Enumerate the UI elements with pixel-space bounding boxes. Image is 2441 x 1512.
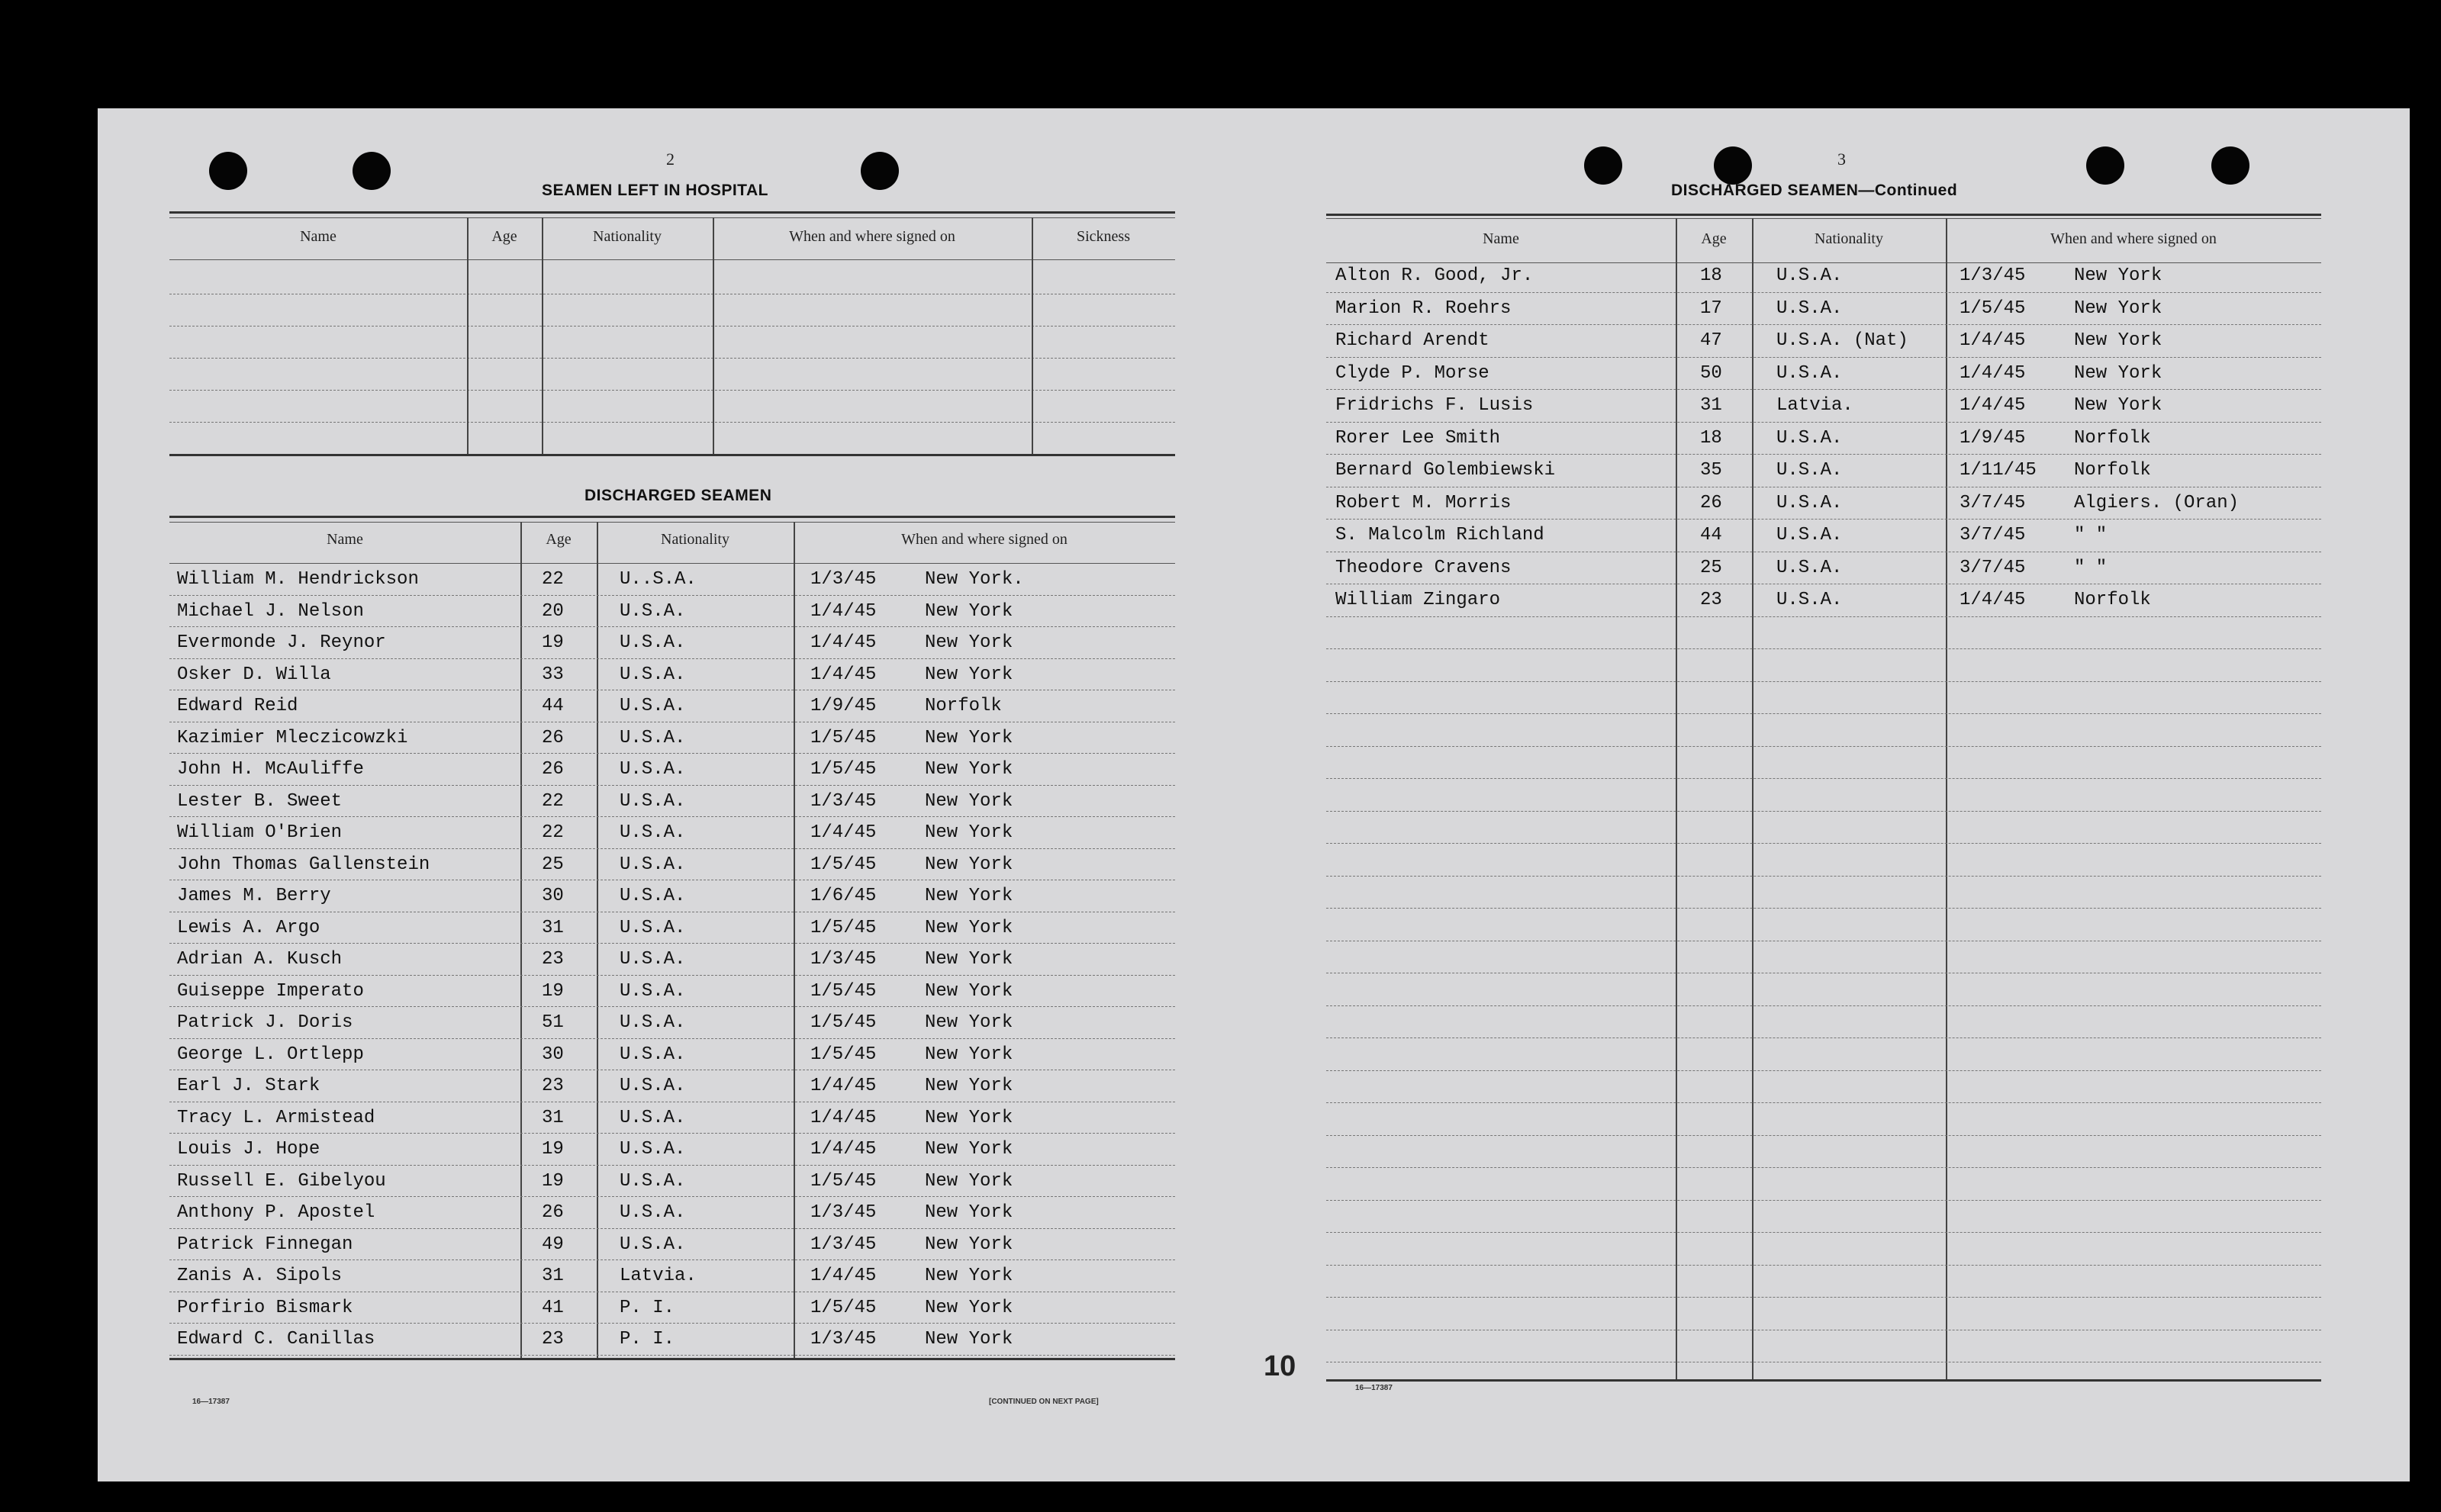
- seaman-name: Porfirio Bismark: [177, 1297, 353, 1318]
- seaman-age: 19: [542, 980, 564, 1002]
- signed-on-date: 3/7/45: [1960, 525, 2026, 545]
- seaman-name: Adrian A. Kusch: [177, 949, 343, 970]
- signed-on-place: New York: [925, 1076, 1013, 1096]
- col-header-signed-on: When and where signed on: [2050, 230, 2217, 247]
- seaman-nationality: U.S.A.: [620, 917, 686, 938]
- signed-on-date: 1/4/45: [810, 822, 877, 843]
- seaman-nationality: U..S.A.: [620, 569, 697, 590]
- table-row: [169, 728, 1175, 755]
- signed-on-place: New York: [925, 664, 1013, 685]
- seaman-age: 22: [542, 569, 564, 590]
- seaman-name: Theodore Cravens: [1335, 557, 1512, 578]
- seaman-name: Osker D. Willa: [177, 664, 331, 685]
- signed-on-date: 1/3/45: [810, 1234, 877, 1255]
- signed-on-place: New York: [925, 822, 1013, 843]
- signed-on-date: 1/5/45: [810, 1297, 877, 1318]
- signed-on-place: New York: [925, 980, 1013, 1002]
- table-row: [1326, 525, 2321, 553]
- table-row: [169, 949, 1175, 976]
- seaman-name: Evermonde J. Reynor: [177, 632, 386, 653]
- seaman-name: John Thomas Gallenstein: [177, 854, 430, 875]
- seaman-nationality: U.S.A.: [1776, 557, 1843, 578]
- signed-on-place: New York: [925, 759, 1013, 780]
- signed-on-place: New York: [925, 1297, 1013, 1318]
- signed-on-place: New York: [925, 1266, 1013, 1286]
- seaman-age: 19: [542, 1139, 564, 1160]
- signed-on-date: 1/4/45: [810, 1107, 877, 1128]
- signed-on-date: 1/4/45: [810, 1139, 877, 1160]
- signed-on-place: New York: [925, 1044, 1013, 1065]
- seaman-age: 17: [1700, 298, 1722, 319]
- seaman-nationality: U.S.A.: [620, 980, 686, 1002]
- seaman-age: 31: [542, 1107, 564, 1128]
- table-row: [169, 1202, 1175, 1230]
- seaman-age: 26: [542, 1202, 564, 1223]
- seaman-nationality: U.S.A. (Nat): [1776, 330, 1908, 351]
- seaman-name: Clyde P. Morse: [1335, 362, 1489, 384]
- seaman-name: William Zingaro: [1335, 590, 1501, 610]
- col-header-name: Name: [327, 531, 363, 548]
- seaman-age: 51: [542, 1012, 564, 1033]
- seaman-nationality: Latvia.: [620, 1266, 697, 1286]
- discharged-continued-table: [1326, 214, 2321, 1495]
- seaman-age: 20: [542, 600, 564, 622]
- signed-on-date: 1/11/45: [1960, 460, 2037, 481]
- table-row: [169, 791, 1175, 819]
- signed-on-place: New York: [2074, 362, 2162, 384]
- seaman-name: William O'Brien: [177, 822, 343, 843]
- stamp-number: 10: [1264, 1350, 1296, 1382]
- seaman-nationality: U.S.A.: [1776, 460, 1843, 481]
- seaman-age: 33: [542, 664, 564, 685]
- document-sheet: [98, 108, 2410, 1481]
- seaman-name: Marion R. Roehrs: [1335, 298, 1512, 319]
- table-row: [169, 696, 1175, 723]
- signed-on-date: 1/5/45: [1960, 298, 2026, 319]
- signed-on-place: Norfolk: [2074, 427, 2151, 449]
- punch-hole: [2211, 146, 2249, 185]
- signed-on-date: 1/3/45: [810, 949, 877, 970]
- signed-on-date: 1/5/45: [810, 1170, 877, 1192]
- seaman-name: Edward C. Canillas: [177, 1329, 375, 1350]
- seaman-name: Guiseppe Imperato: [177, 980, 364, 1002]
- seaman-nationality: U.S.A.: [620, 1139, 686, 1160]
- signed-on-date: 1/4/45: [1960, 395, 2026, 416]
- table-row: [169, 822, 1175, 850]
- table-row: [169, 1012, 1175, 1040]
- table-row: [169, 569, 1175, 597]
- signed-on-place: New York: [925, 1329, 1013, 1350]
- signed-on-place: New York: [925, 949, 1013, 970]
- table-row: [169, 981, 1175, 1009]
- signed-on-place: Norfolk: [2074, 460, 2151, 481]
- signed-on-date: 1/5/45: [810, 917, 877, 938]
- seaman-age: 44: [1700, 525, 1722, 545]
- signed-on-place: New York: [925, 600, 1013, 622]
- seaman-nationality: U.S.A.: [620, 1044, 686, 1065]
- discharged-continued-title: DISCHARGED SEAMEN—Continued: [1671, 182, 1958, 199]
- signed-on-place: New York: [925, 854, 1013, 875]
- seaman-name: James M. Berry: [177, 886, 331, 906]
- signed-on-date: 1/5/45: [810, 980, 877, 1002]
- col-header-age: Age: [491, 228, 517, 245]
- table-row: [1326, 330, 2321, 359]
- signed-on-place: " ": [2074, 525, 2108, 545]
- table-row: [1326, 265, 2321, 294]
- signed-on-date: 1/5/45: [810, 759, 877, 780]
- col-header-signed-on: When and where signed on: [901, 531, 1068, 548]
- signed-on-place: New York: [925, 917, 1013, 938]
- seaman-age: 22: [542, 822, 564, 843]
- col-header-name: Name: [300, 228, 337, 245]
- signed-on-date: 1/4/45: [810, 1266, 877, 1286]
- seaman-nationality: U.S.A.: [620, 1202, 686, 1223]
- table-row: [1326, 460, 2321, 488]
- signed-on-place: New York: [2074, 265, 2162, 286]
- seaman-age: 49: [542, 1234, 564, 1255]
- seaman-age: 50: [1700, 362, 1722, 384]
- seaman-name: Kazimier Mleczicowzki: [177, 727, 408, 748]
- seaman-name: S. Malcolm Richland: [1335, 525, 1544, 545]
- signed-on-date: 1/3/45: [810, 1329, 877, 1350]
- seaman-name: John H. McAuliffe: [177, 759, 364, 780]
- seaman-name: Louis J. Hope: [177, 1139, 320, 1160]
- table-row: [1326, 558, 2321, 586]
- signed-on-place: Algiers. (Oran): [2074, 492, 2240, 513]
- signed-on-date: 1/5/45: [810, 854, 877, 875]
- signed-on-place: New York: [925, 790, 1013, 812]
- table-row: [169, 759, 1175, 787]
- form-number: 16—17387: [192, 1398, 230, 1406]
- col-header-age: Age: [546, 531, 572, 548]
- seaman-nationality: U.S.A.: [1776, 590, 1843, 610]
- table-row: [169, 1139, 1175, 1166]
- table-row: [169, 1108, 1175, 1135]
- seaman-age: 23: [1700, 590, 1722, 610]
- table-row: [1326, 395, 2321, 423]
- seaman-nationality: Latvia.: [1776, 395, 1853, 416]
- col-header-signed-on: When and where signed on: [789, 228, 955, 245]
- table-row: [169, 854, 1175, 882]
- table-row: [1326, 428, 2321, 456]
- seaman-name: Lester B. Sweet: [177, 790, 343, 812]
- seaman-nationality: U.S.A.: [620, 727, 686, 748]
- punch-hole: [861, 152, 899, 190]
- seaman-age: 23: [542, 1076, 564, 1096]
- signed-on-place: Norfolk: [2074, 590, 2151, 610]
- table-row: [169, 1044, 1175, 1072]
- table-row: [1326, 590, 2321, 618]
- seaman-nationality: U.S.A.: [1776, 525, 1843, 545]
- seaman-name: Patrick Finnegan: [177, 1234, 353, 1255]
- seaman-name: Earl J. Stark: [177, 1076, 320, 1096]
- seaman-nationality: U.S.A.: [620, 1234, 686, 1255]
- signed-on-place: New York: [925, 1107, 1013, 1128]
- table-row: [169, 601, 1175, 629]
- table-row: [169, 918, 1175, 945]
- signed-on-date: 1/9/45: [1960, 427, 2026, 449]
- signed-on-date: 1/6/45: [810, 886, 877, 906]
- seaman-nationality: U.S.A.: [620, 664, 686, 685]
- table-row: [169, 1076, 1175, 1103]
- seaman-nationality: U.S.A.: [620, 854, 686, 875]
- seaman-name: Russell E. Gibelyou: [177, 1170, 386, 1192]
- signed-on-date: 1/4/45: [810, 664, 877, 685]
- table-row: [1326, 298, 2321, 327]
- col-header-name: Name: [1483, 230, 1519, 247]
- seaman-age: 30: [542, 886, 564, 906]
- col-header-age: Age: [1701, 230, 1727, 247]
- signed-on-place: Norfolk: [925, 696, 1002, 716]
- table-row: [169, 632, 1175, 660]
- page-number-right: 3: [1837, 150, 1846, 169]
- seaman-name: Alton R. Good, Jr.: [1335, 265, 1534, 286]
- form-number: 16—17387: [1355, 1384, 1393, 1392]
- seaman-nationality: U.S.A.: [620, 696, 686, 716]
- signed-on-date: 1/4/45: [1960, 330, 2026, 351]
- continued-note: [CONTINUED ON NEXT PAGE]: [989, 1398, 1099, 1406]
- seaman-age: 19: [542, 632, 564, 653]
- seaman-nationality: U.S.A.: [620, 790, 686, 812]
- seaman-nationality: U.S.A.: [620, 949, 686, 970]
- seaman-age: 18: [1700, 427, 1722, 449]
- signed-on-place: New York: [925, 1012, 1013, 1033]
- signed-on-place: New York: [925, 1234, 1013, 1255]
- seaman-age: 22: [542, 790, 564, 812]
- seaman-nationality: P. I.: [620, 1329, 675, 1350]
- punch-hole: [1714, 146, 1752, 185]
- seaman-nationality: U.S.A.: [620, 1076, 686, 1096]
- signed-on-date: 1/3/45: [810, 1202, 877, 1223]
- signed-on-date: 1/4/45: [810, 632, 877, 653]
- seaman-name: Michael J. Nelson: [177, 600, 364, 622]
- signed-on-date: 1/3/45: [810, 569, 877, 590]
- table-row: [1326, 363, 2321, 391]
- signed-on-date: 1/4/45: [1960, 590, 2026, 610]
- signed-on-date: 1/5/45: [810, 1044, 877, 1065]
- seaman-name: Bernard Golembiewski: [1335, 460, 1556, 481]
- signed-on-place: New York: [925, 727, 1013, 748]
- table-row: [169, 1171, 1175, 1198]
- seaman-age: 26: [542, 759, 564, 780]
- seaman-age: 31: [542, 1266, 564, 1286]
- col-header-nationality: Nationality: [1815, 230, 1883, 247]
- seaman-nationality: U.S.A.: [620, 886, 686, 906]
- table-row: [169, 664, 1175, 692]
- signed-on-date: 1/3/45: [1960, 265, 2026, 286]
- signed-on-place: New York: [2074, 298, 2162, 319]
- signed-on-date: 1/9/45: [810, 696, 877, 716]
- seaman-nationality: U.S.A.: [1776, 427, 1843, 449]
- col-header-sickness: Sickness: [1077, 228, 1130, 245]
- seaman-age: 26: [542, 727, 564, 748]
- seaman-nationality: U.S.A.: [1776, 298, 1843, 319]
- seaman-age: 26: [1700, 492, 1722, 513]
- seaman-age: 19: [542, 1170, 564, 1192]
- seaman-nationality: U.S.A.: [1776, 265, 1843, 286]
- seaman-age: 44: [542, 696, 564, 716]
- seaman-age: 31: [1700, 395, 1722, 416]
- seaman-age: 35: [1700, 460, 1722, 481]
- discharged-section-title: DISCHARGED SEAMEN: [584, 487, 772, 504]
- signed-on-place: " ": [2074, 557, 2108, 578]
- seaman-name: Anthony P. Apostel: [177, 1202, 375, 1223]
- seaman-name: William M. Hendrickson: [177, 569, 419, 590]
- seaman-nationality: U.S.A.: [620, 822, 686, 843]
- page-number-left: 2: [666, 150, 675, 169]
- seaman-age: 18: [1700, 265, 1722, 286]
- signed-on-place: New York: [2074, 395, 2162, 416]
- seaman-age: 41: [542, 1297, 564, 1318]
- punch-hole: [353, 152, 391, 190]
- seaman-age: 25: [542, 854, 564, 875]
- seaman-age: 31: [542, 917, 564, 938]
- signed-on-date: 3/7/45: [1960, 492, 2026, 513]
- seaman-age: 30: [542, 1044, 564, 1065]
- table-row: [1326, 493, 2321, 521]
- seaman-nationality: U.S.A.: [1776, 362, 1843, 384]
- seaman-name: Fridrichs F. Lusis: [1335, 395, 1534, 416]
- seaman-name: Robert M. Morris: [1335, 492, 1512, 513]
- seaman-name: Lewis A. Argo: [177, 917, 320, 938]
- table-row: [169, 886, 1175, 913]
- signed-on-date: 1/4/45: [1960, 362, 2026, 384]
- seaman-nationality: U.S.A.: [620, 759, 686, 780]
- punch-hole: [2086, 146, 2124, 185]
- col-header-nationality: Nationality: [661, 531, 729, 548]
- seaman-name: Zanis A. Sipols: [177, 1266, 343, 1286]
- seaman-name: Patrick J. Doris: [177, 1012, 353, 1033]
- seaman-nationality: U.S.A.: [620, 1107, 686, 1128]
- signed-on-date: 1/5/45: [810, 727, 877, 748]
- table-row: [169, 1329, 1175, 1356]
- signed-on-place: New York: [925, 886, 1013, 906]
- seaman-name: Richard Arendt: [1335, 330, 1489, 351]
- seaman-name: Tracy L. Armistead: [177, 1107, 375, 1128]
- seaman-age: 47: [1700, 330, 1722, 351]
- seaman-age: 23: [542, 1329, 564, 1350]
- seaman-age: 23: [542, 949, 564, 970]
- discharged-table: [169, 516, 1175, 1393]
- seaman-age: 25: [1700, 557, 1722, 578]
- signed-on-place: New York: [2074, 330, 2162, 351]
- signed-on-date: 1/3/45: [810, 790, 877, 812]
- seaman-name: Edward Reid: [177, 696, 298, 716]
- signed-on-date: 1/5/45: [810, 1012, 877, 1033]
- signed-on-place: New York: [925, 1139, 1013, 1160]
- hospital-section-title: SEAMEN LEFT IN HOSPITAL: [542, 182, 768, 199]
- signed-on-date: 3/7/45: [1960, 557, 2026, 578]
- seaman-nationality: U.S.A.: [620, 1170, 686, 1192]
- table-row: [169, 1234, 1175, 1262]
- punch-hole: [1584, 146, 1622, 185]
- signed-on-place: New York: [925, 1202, 1013, 1223]
- table-row: [169, 1298, 1175, 1325]
- seaman-nationality: U.S.A.: [620, 600, 686, 622]
- signed-on-place: New York: [925, 1170, 1013, 1192]
- seaman-nationality: U.S.A.: [1776, 492, 1843, 513]
- seaman-name: George L. Ortlepp: [177, 1044, 364, 1065]
- seaman-nationality: P. I.: [620, 1297, 675, 1318]
- col-header-nationality: Nationality: [593, 228, 662, 245]
- table-row: [169, 1266, 1175, 1293]
- punch-hole: [209, 152, 247, 190]
- signed-on-date: 1/4/45: [810, 600, 877, 622]
- seaman-nationality: U.S.A.: [620, 632, 686, 653]
- signed-on-place: New York.: [925, 569, 1024, 590]
- seaman-nationality: U.S.A.: [620, 1012, 686, 1033]
- signed-on-place: New York: [925, 632, 1013, 653]
- seaman-name: Rorer Lee Smith: [1335, 427, 1501, 449]
- signed-on-date: 1/4/45: [810, 1076, 877, 1096]
